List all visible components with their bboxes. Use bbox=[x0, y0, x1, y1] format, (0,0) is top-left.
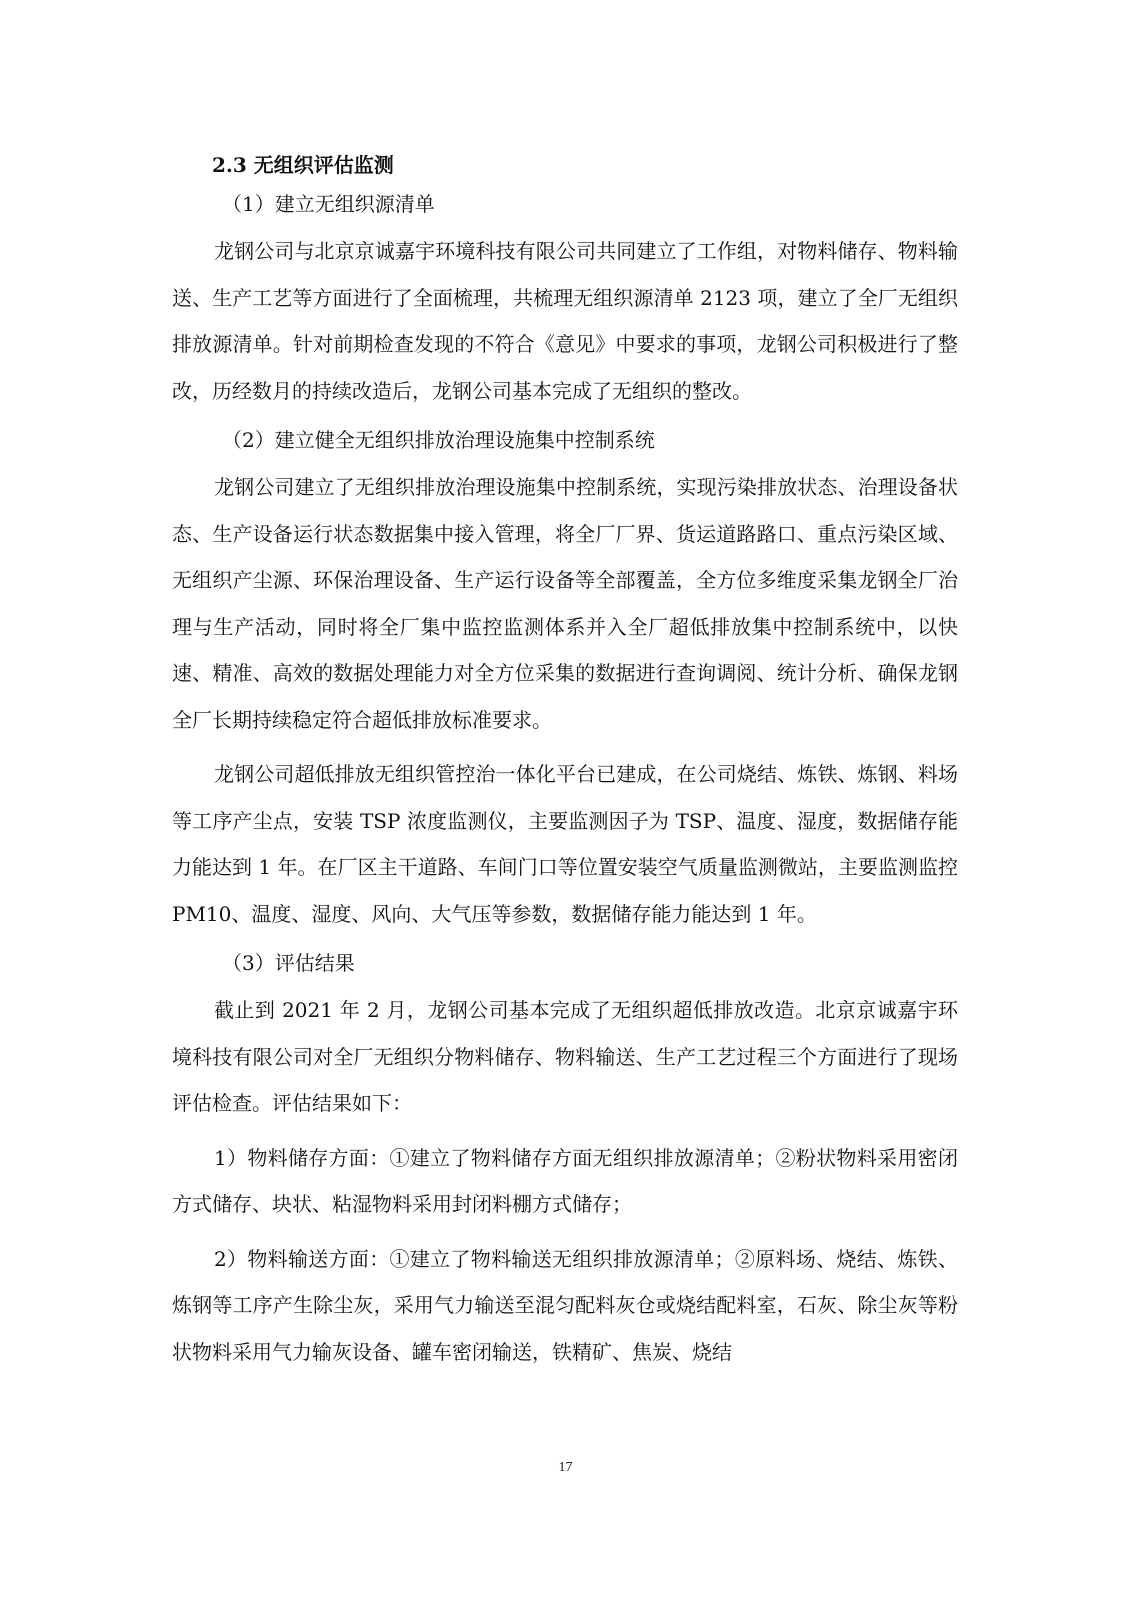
paragraph-material-transport: 2）物料输送方面：①建立了物料输送无组织排放源清单；②原料场、烧结、炼铁、炼钢等工序产生除尘灰，采用气力输送至混匀配料灰仓或烧结配料室，石灰、除尘灰等粉状物料采用气力输灰设备、罐车密闭输送，铁精矿、焦炭、烧结 bbox=[172, 1246, 958, 1364]
subhead-1: （1）建立无组织源清单 bbox=[222, 192, 435, 216]
section-title: 2.3 无组织评估监测 bbox=[212, 153, 394, 177]
paragraph: 龙钢公司与北京京诚嘉宇环境科技有限公司共同建立了工作组，对物料储存、物料输送、生产工艺等方面进行了全面梳理，共梳理无组织源清单 2123 项，建立了全厂无组织排放源清单。针对前期检查发现的不符合《意见》中要求的事项，龙钢公司积极进行了整改，历经数月的持续改造后，龙钢公司基本完成了无组织的整改。 bbox=[172, 239, 958, 403]
page-content bbox=[172, 150, 958, 1383]
page-number: 17 bbox=[558, 1460, 573, 1475]
paragraph: 龙钢公司建立了无组织排放治理设施集中控制系统，实现污染排放状态、治理设备状态、生产设备运行状态数据集中接入管理，将全厂厂界、货运道路路口、重点污染区域、无组织产尘源、环保治理设备、生产运行设备等全部覆盖，全方位多维度采集龙钢全厂治理与生产活动，同时将全厂集中监控监测体系并入全厂超低排放集中控制系统中，以快速、精准、高效的数据处理能力对全方位采集的数据进行查询调阅、统计分析、确保龙钢全厂长期持续稳定符合超低排放标准要求。 bbox=[172, 475, 958, 732]
paragraph-material-storage: 1）物料储存方面：①建立了物料储存方面无组织排放源清单；②粉状物料采用密闭方式储存、块状、粘湿物料采用封闭料棚方式储存； bbox=[172, 1145, 958, 1216]
paragraph: 截止到 2021 年 2 月，龙钢公司基本完成了无组织超低排放改造。北京京诚嘉宇环境科技有限公司对全厂无组织分物料储存、物料输送、生产工艺过程三个方面进行了现场评估检查。评估结果如下： bbox=[172, 998, 958, 1115]
paragraph: 龙钢公司超低排放无组织管控治一体化平台已建成，在公司烧结、炼铁、炼钢、料场等工序产尘点，安装 TSP 浓度监测仪，主要监测因子为 TSP、温度、湿度，数据储存能力能达到 1 年。在厂区主干道路、车间门口等位置安装空气质量监测微站，主要监测监控 PM10、温度、湿度、风向、大气压等参数，数据储存能力能达到 1 年。 bbox=[172, 762, 958, 926]
subhead-2: （2）建立健全无组织排放治理设施集中控制系统 bbox=[222, 428, 655, 452]
subhead-3: （3）评估结果 bbox=[222, 951, 355, 975]
